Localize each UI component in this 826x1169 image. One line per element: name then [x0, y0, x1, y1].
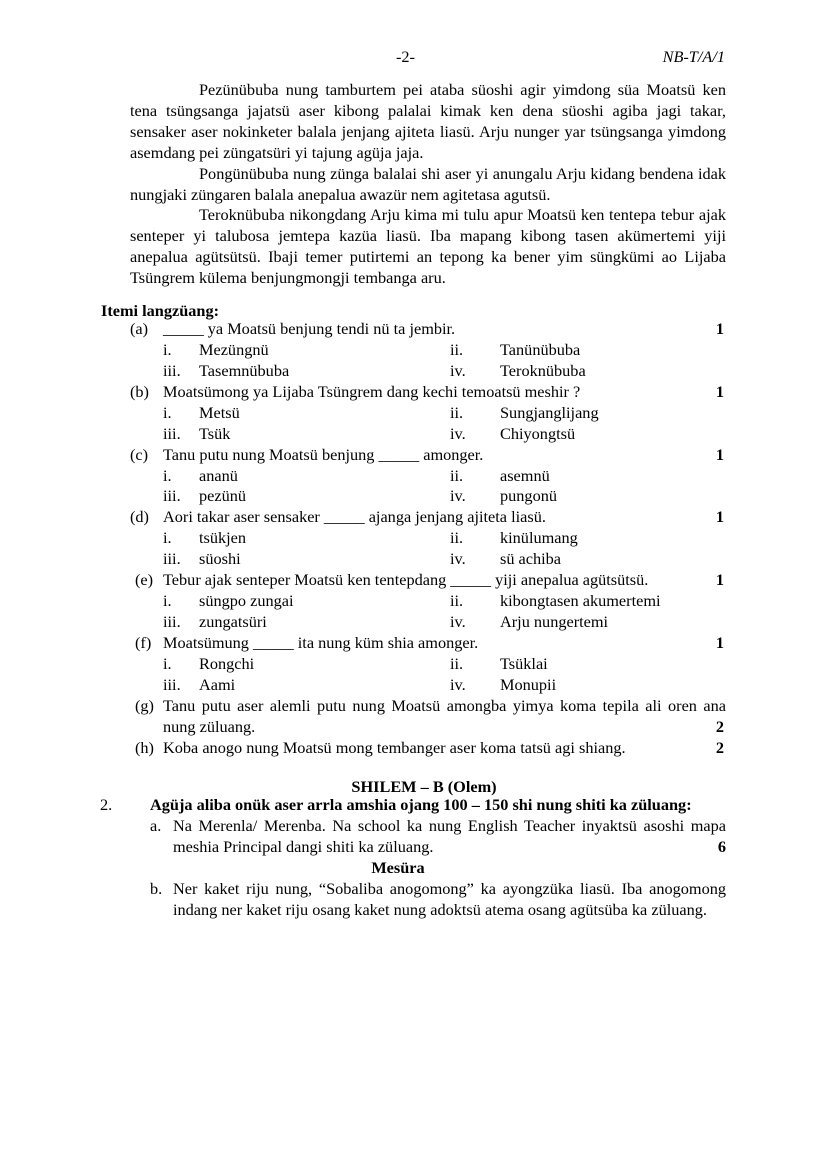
option-text: süngpo zungai	[199, 591, 294, 611]
option-text: zungatsüri	[199, 612, 267, 632]
option-text: Arju nungertemi	[500, 612, 609, 632]
option-row	[0, 466, 826, 487]
option-text: sü achiba	[500, 549, 562, 569]
section-b-title-text: SHILEM – B (Olem)	[351, 777, 497, 796]
option-text: kinülumang	[500, 528, 578, 548]
question-b	[0, 382, 826, 403]
question-stem: Tebur ajak senteper Moatsü ken tentepdang _____ yiji anepalua agütsütsü.	[163, 570, 649, 590]
question-a	[0, 319, 826, 340]
subquestion-b	[150, 879, 726, 921]
option-numeral: iii.	[163, 674, 181, 694]
question-marks: 1	[715, 381, 724, 401]
option-row	[0, 424, 826, 445]
option-row	[0, 361, 826, 382]
option-numeral: iv.	[450, 612, 466, 632]
subquestion-label: b.	[150, 878, 163, 898]
option-numeral: iv.	[450, 423, 466, 443]
option-row	[0, 403, 826, 424]
question-label: (d)	[130, 507, 149, 527]
question-number: 2.	[100, 795, 113, 814]
question-f	[0, 633, 826, 654]
option-row	[0, 654, 826, 675]
option-row	[0, 591, 826, 612]
option-text: Tsüklai	[500, 653, 548, 673]
option-row	[0, 340, 826, 361]
option-text: asemnü	[500, 465, 550, 485]
option-numeral: ii.	[450, 402, 464, 422]
option-text: Monupii	[500, 674, 557, 694]
option-numeral: iii.	[163, 486, 181, 506]
question-label: (a)	[130, 319, 149, 338]
question-marks: 1	[715, 632, 724, 652]
option-text: Tasemnübuba	[199, 360, 290, 380]
option-numeral: iii.	[163, 612, 181, 632]
question-list	[0, 319, 826, 758]
subquestion-marks: 6	[717, 836, 726, 856]
option-numeral: i.	[163, 465, 172, 485]
items-heading: Itemi langzüang:	[101, 301, 220, 320]
question-d	[0, 507, 826, 528]
question-stem: Koba anogo nung Moatsü mong tembanger aser koma tatsü agi shiang.	[163, 737, 626, 757]
option-numeral: iv.	[450, 486, 466, 506]
option-text: Rongchi	[199, 653, 255, 673]
option-text: tsükjen	[199, 528, 247, 548]
option-text: Teroknübuba	[500, 360, 586, 380]
option-text: Mezüngnü	[199, 340, 269, 359]
option-numeral: iv.	[450, 549, 466, 569]
question-c	[0, 445, 826, 466]
page-number: -2-	[396, 47, 415, 66]
option-row	[0, 528, 826, 549]
option-numeral: ii.	[450, 653, 464, 673]
question-label: (g)	[135, 695, 154, 715]
option-numeral: iii.	[163, 360, 181, 380]
question-stem: Tanu putu aser alemli putu nung Moatsü amongba yimya koma tepila ali oren ana nung züluang.	[163, 695, 726, 736]
option-text: Chiyongtsü	[500, 423, 576, 443]
option-numeral: iii.	[163, 549, 181, 569]
option-text: kibongtasen akumertemi	[500, 591, 661, 611]
option-text: Aami	[199, 674, 236, 694]
option-numeral: ii.	[450, 465, 464, 485]
option-numeral: iv.	[450, 674, 466, 694]
option-text: pezünü	[199, 486, 247, 506]
paper-code: NB-T/A/1	[662, 47, 725, 66]
passage-paragraph: Pezünübuba nung tamburtem pei ataba süoshi agir yimdong süa Moatsü ken tena tsüngsanga jajatsü aser kibong palalai kimak ken dena süoshi agiba jagi takar, sensaker aser nokinketer balala jenjang ajiteta liasü. Arju nunger yar tsüngsanga yimdong asemdang pei züngatsüri yi tajung agüja jaja.	[130, 80, 726, 162]
question-label: (h)	[135, 737, 154, 757]
option-row	[0, 675, 826, 696]
question-marks: 1	[715, 507, 724, 527]
subquestion-text: Ner kaket riju nung, “Sobaliba anogomong” ka ayongzüka liasü. Iba anogomong indang ner kaket riju osang kaket nung adoktsü atema osang agütsüba ka züluang.	[173, 878, 726, 919]
question-e	[0, 570, 826, 591]
option-text: Metsü	[199, 402, 240, 422]
question-stem: Moatsümung _____ ita nung küm shia amonger.	[163, 632, 479, 652]
option-text: süoshi	[199, 549, 241, 569]
question-2	[100, 795, 740, 920]
question-marks: 2	[715, 737, 724, 757]
question-label: (b)	[130, 381, 149, 401]
page-header	[0, 47, 826, 69]
option-text: Sungjanglijang	[500, 402, 599, 422]
question-stem: Aori takar aser sensaker _____ ajanga jenjang ajiteta liasü.	[163, 507, 546, 527]
option-numeral: i.	[163, 591, 172, 611]
or-label-text: Mesüra	[371, 857, 425, 877]
option-row	[0, 549, 826, 570]
option-row	[0, 612, 826, 633]
option-numeral: iv.	[450, 360, 466, 380]
question-g	[0, 696, 826, 738]
or-label	[150, 858, 726, 879]
option-numeral: i.	[163, 528, 172, 548]
question-label: (f)	[135, 632, 152, 652]
option-numeral: ii.	[450, 528, 464, 548]
option-numeral: ii.	[450, 340, 464, 359]
subquestion-label: a.	[150, 815, 162, 835]
question-marks: 1	[715, 444, 724, 464]
option-numeral: i.	[163, 340, 172, 359]
option-text: Tanünübuba	[500, 340, 581, 359]
passage-paragraph: Pongünübuba nung zünga balalai shi aser yi anungalu Arju kidang bendena idak nungjaki züngaren balala anepalua awazür nem agitetasa agutsü.	[130, 163, 726, 204]
question-marks: 2	[715, 716, 724, 736]
option-text: Tsük	[199, 423, 231, 443]
option-numeral: i.	[163, 402, 172, 422]
option-row	[0, 486, 826, 507]
question-stem: _____ ya Moatsü benjung tendi nü ta jembir.	[163, 319, 456, 338]
option-text: ananü	[199, 465, 238, 485]
option-numeral: iii.	[163, 423, 181, 443]
reading-passage	[130, 80, 726, 289]
subquestion-text: Na Merenla/ Merenba. Na school ka nung English Teacher inyaktsü asoshi mapa meshia Principal dangi shiti ka züluang.	[173, 815, 726, 856]
option-text: pungonü	[500, 486, 557, 506]
option-numeral: i.	[163, 653, 172, 673]
subquestion-a	[150, 816, 726, 858]
option-numeral: ii.	[450, 591, 464, 611]
question-instruction: Agüja aliba onük aser arrla amshia ojang 100 – 150 shi nung shiti ka züluang:	[150, 795, 692, 814]
question-label: (e)	[135, 570, 154, 590]
passage-paragraph: Teroknübuba nikongdang Arju kima mi tulu apur Moatsü ken tentepa tebur ajak senteper yi talubosa jemtepa kazüa liasü. Iba mapang kibong tasen akümertemi yiji anepalua agütsütsü. Ibaji temer putirtemi an tepong ka bener yim süngkümi ao Lijaba Tsüngrem külema benjungmongji tembanga aru.	[130, 205, 726, 288]
question-h	[0, 738, 826, 759]
question-label: (c)	[130, 444, 149, 464]
question-stem: Moatsümong ya Lijaba Tsüngrem dang kechi temoatsü meshir ?	[163, 381, 581, 401]
question-stem: Tanu putu nung Moatsü benjung _____ amonger.	[163, 444, 484, 464]
question-marks: 1	[715, 319, 724, 338]
question-marks: 1	[715, 570, 724, 590]
